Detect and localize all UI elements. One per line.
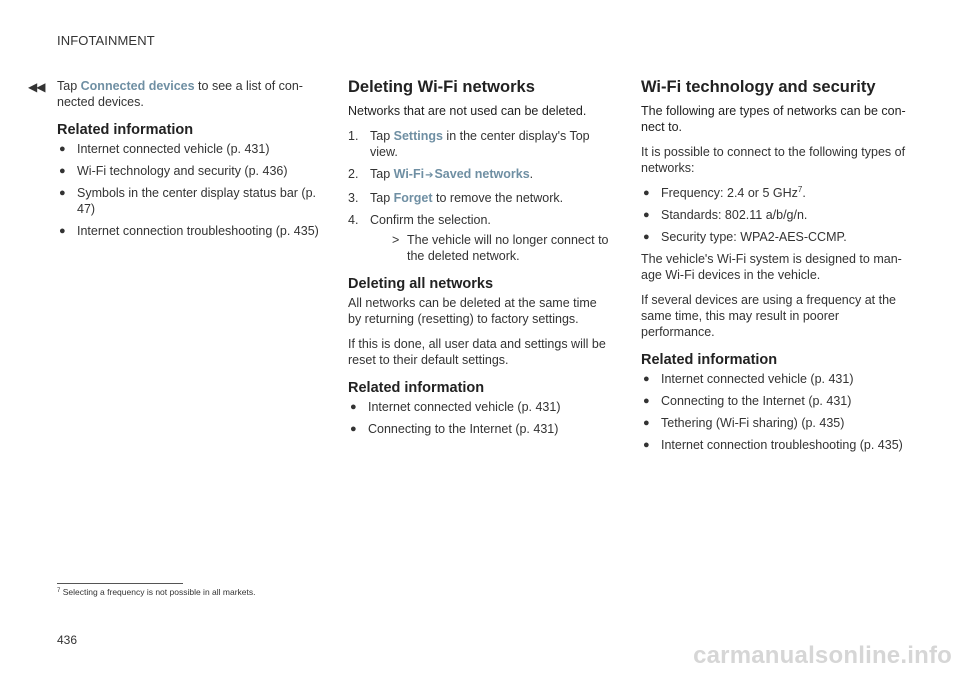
list-item	[641, 229, 906, 245]
related-item-label: Internet connected vehicle (p. 431)	[77, 142, 270, 156]
column-1	[57, 78, 319, 245]
paragraph: All networks can be deleted at the same time by returning (resetting) to factory settings.	[348, 296, 597, 326]
related-item-label: Wi-Fi technology and security (p. 436)	[77, 164, 288, 178]
bullet-icon: ●	[643, 395, 650, 407]
related-item[interactable]	[57, 223, 319, 239]
related-item[interactable]	[348, 421, 610, 437]
text: Tap	[57, 79, 81, 93]
text: .	[529, 167, 534, 181]
footnote-text: Selecting a frequency is not possible in all markets.	[62, 587, 256, 597]
related-list	[641, 371, 906, 453]
page-number: 436	[57, 633, 78, 647]
related-item[interactable]	[57, 185, 319, 217]
step-number: 3.	[348, 191, 359, 205]
step-number: 1.	[348, 129, 359, 143]
footnote-divider	[57, 583, 183, 584]
related-item-label: Internet connection troubleshooting (p. 435)	[661, 438, 903, 452]
paragraph: If this is done, all user data and settings will be reset to their default settings.	[348, 337, 606, 367]
related-item-label: Connecting to the Internet (p. 431)	[368, 422, 559, 436]
related-item-label: Symbols in the center display status bar (p. 47)	[77, 186, 317, 216]
item-text: Frequency: 2.4 or 5 GHz	[661, 186, 798, 200]
column-2	[348, 78, 610, 443]
step-number: 4.	[348, 213, 359, 227]
related-information-heading: Related information	[348, 380, 485, 396]
related-information-heading: Related information	[57, 122, 194, 138]
text: in the center display's Top view.	[370, 129, 590, 159]
bullet-icon: ●	[350, 401, 357, 413]
paragraph: The vehicle's Wi-Fi system is designed to man-age Wi-Fi devices in the vehicle.	[641, 252, 902, 282]
step-item	[348, 212, 610, 264]
related-item[interactable]	[641, 393, 906, 409]
bullet-icon: ●	[643, 187, 650, 199]
item-text: Standards: 802.11 a/b/g/n.	[661, 208, 808, 222]
related-item[interactable]	[641, 415, 906, 431]
step-result	[370, 232, 610, 264]
related-item[interactable]	[57, 141, 319, 157]
deleting-all-heading: Deleting all networks	[348, 276, 494, 292]
wifi-technology-title: Wi-Fi technology and security	[641, 78, 876, 96]
wifi-link[interactable]: Wi-Fi	[393, 167, 425, 181]
result-text: The vehicle will no longer connect to the deleted network.	[407, 233, 609, 263]
section-title: INFOTAINMENT	[57, 33, 155, 48]
arrow-right-icon: ➔	[425, 170, 434, 181]
text: to remove the network.	[432, 191, 564, 205]
footnote-number: 7	[57, 588, 61, 594]
footnote	[57, 587, 255, 597]
step-item	[348, 128, 610, 160]
bullet-icon: ●	[59, 187, 66, 199]
footnote-ref[interactable]: 7	[797, 185, 803, 194]
text: Tap	[370, 167, 394, 181]
bullet-icon: ●	[59, 165, 66, 177]
deleting-wifi-title: Deleting Wi-Fi networks	[348, 78, 535, 96]
related-item[interactable]	[348, 399, 610, 415]
saved-networks-link[interactable]: Saved networks	[434, 167, 530, 181]
step-item	[348, 166, 610, 184]
intro-paragraph: The following are types of networks can be con-nect to.	[641, 104, 906, 134]
related-item-label: Connecting to the Internet (p. 431)	[661, 394, 852, 408]
text: Tap	[370, 191, 394, 205]
related-item[interactable]	[641, 437, 906, 453]
related-list	[57, 141, 319, 239]
text: Tap	[370, 129, 394, 143]
watermark: carmanualsonline.info	[693, 642, 952, 669]
related-item-label: Internet connected vehicle (p. 431)	[368, 400, 561, 414]
list-item	[641, 207, 906, 223]
bullet-icon: ●	[643, 209, 650, 221]
related-item[interactable]	[57, 163, 319, 179]
connected-devices-link[interactable]: Connected devices	[80, 79, 195, 93]
intro-paragraph: Networks that are not used can be deleted.	[348, 104, 587, 118]
network-types-list	[641, 185, 906, 245]
bullet-icon: ●	[59, 143, 66, 155]
paragraph: If several devices are using a frequency at the same time, this may result in poorer performance.	[641, 293, 897, 339]
column-3	[641, 78, 906, 459]
bullet-icon: ●	[350, 423, 357, 435]
settings-link[interactable]: Settings	[393, 129, 443, 143]
intro-paragraph	[57, 78, 319, 110]
bullet-icon: ●	[643, 439, 650, 451]
bullet-icon: ●	[59, 225, 66, 237]
related-information-heading: Related information	[641, 352, 778, 368]
related-item-label: Tethering (Wi-Fi sharing) (p. 435)	[661, 416, 845, 430]
step-item	[348, 190, 610, 206]
result-arrow-icon: >	[392, 233, 400, 247]
steps-list	[348, 128, 610, 264]
related-item-label: Internet connected vehicle (p. 431)	[661, 372, 854, 386]
bullet-icon: ●	[643, 417, 650, 429]
text: to see a list of con-nected devices.	[57, 79, 303, 109]
bullet-icon: ●	[643, 373, 650, 385]
related-item-label: Internet connection troubleshooting (p. 435)	[77, 224, 319, 238]
back-chevron-icon[interactable]: ◀◀	[28, 80, 45, 94]
text: .	[802, 186, 806, 200]
related-list	[348, 399, 610, 437]
list-item	[641, 185, 906, 201]
bullet-icon: ●	[643, 231, 650, 243]
related-item[interactable]	[641, 371, 906, 387]
item-text: Security type: WPA2-AES-CCMP.	[661, 230, 847, 244]
step-number: 2.	[348, 167, 359, 181]
forget-link[interactable]: Forget	[393, 191, 433, 205]
step-text: Confirm the selection.	[370, 213, 491, 227]
paragraph: It is possible to connect to the following types of networks:	[641, 145, 906, 175]
